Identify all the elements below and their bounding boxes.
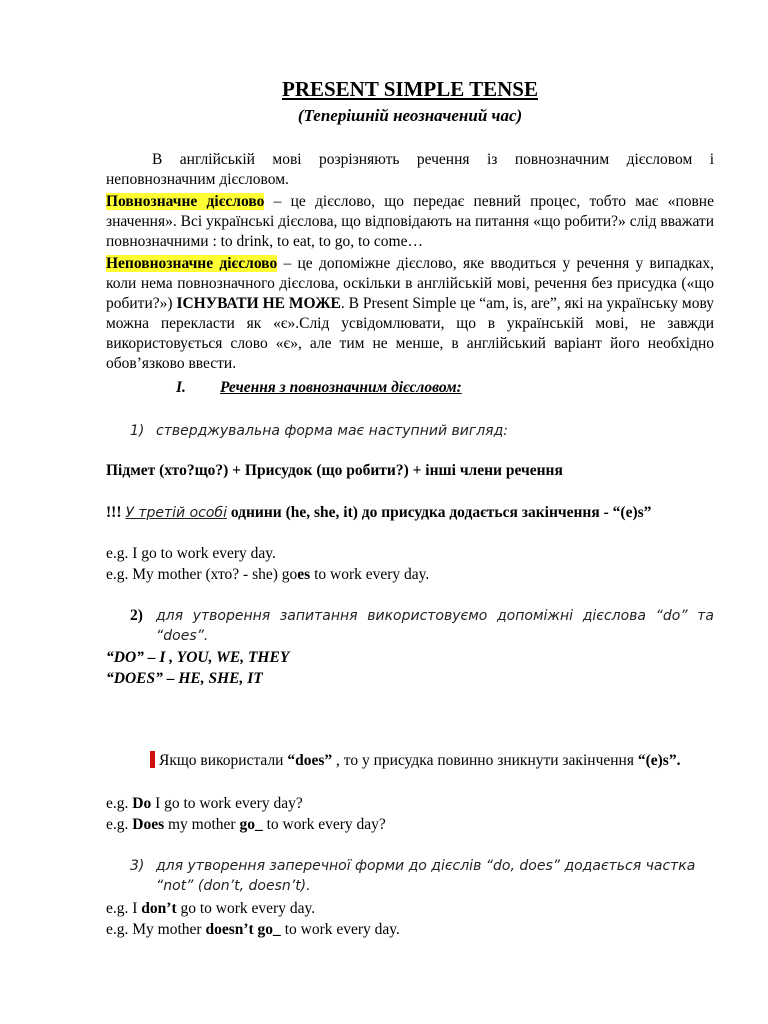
- note-rest: однини (he, she, it) до присудка додається закінчення - “(e)s”: [226, 504, 652, 521]
- third-person-note: [106, 503, 714, 523]
- does-pronouns: “DOES” – HE, SHE, IT: [106, 670, 263, 687]
- example-6-rest: to work every day.: [280, 921, 400, 938]
- rule-part-c: , то у присудка повинно зникнути закінчення: [332, 752, 638, 769]
- example-6-negation: doesn’t go_: [205, 921, 281, 938]
- example-5-rest: go to work every day.: [176, 900, 316, 917]
- full-verb-definition: [106, 192, 714, 252]
- note-italic: У третій особі: [125, 505, 227, 521]
- example-5-prefix: e.g. I: [106, 900, 142, 917]
- list-item-2: [106, 606, 714, 646]
- intro-paragraph: В англійській мові розрізняють речення із повнозначним дієсловом і неповнозначним дієсловом.: [106, 151, 714, 188]
- example-3: [106, 794, 714, 814]
- example-1: e.g. I go to work every day.: [106, 545, 276, 562]
- full-verb-text: – це дієслово, що передає певний процес, тобто має «повне значення». Всі українські дієслова, що відповідають на питання «що робити?» слід вважати повнозначними : to drink, to eat, to go, to come…: [106, 193, 714, 250]
- aux-verb-definition: [106, 254, 714, 374]
- does-rule: [106, 751, 714, 771]
- example-2-part-c: to work every day.: [310, 566, 430, 583]
- example-5-negation: don’t: [141, 900, 177, 917]
- example-4-rest: to work every day?: [262, 816, 386, 833]
- example-4-verb: go_: [239, 816, 263, 833]
- example-2: [106, 565, 714, 585]
- list-item-1: [106, 421, 714, 441]
- list-item-3: [106, 856, 714, 896]
- list-item-1-number: 1): [130, 423, 145, 439]
- list-item-1-text: стверджувальна форма має наступний вигляд:: [156, 423, 508, 439]
- list-item-3-text: для утворення заперечної форми до дієслів “do, does” додається частка “not” (don’t, doesn’t).: [156, 858, 696, 894]
- list-item-2-number: 2): [130, 607, 143, 624]
- rule-part-a: Якщо використали: [159, 752, 288, 769]
- warning-marker: [150, 751, 155, 768]
- example-6: [106, 920, 714, 940]
- rule-does: “does”: [287, 752, 333, 769]
- aux-verb-term: Неповнозначне дієслово: [106, 255, 278, 272]
- sentence-formula: Підмет (хто?що?) + Присудок (що робити?) + інші члени речення: [106, 462, 563, 479]
- aux-verb-text-2: . В Present Simple це “am, is, are”, які на українську мову можна перекласти як «є».Слід усвідомлювати, що в українській мові, не завжди використовується слово «є», але тим не менше, в англійський варіант його необхідно обов’язково ввести.: [106, 295, 715, 372]
- example-2-part-a: e.g. My mother (хто? - she) go: [106, 566, 298, 583]
- list-item-2-text: для утворення запитання використовуємо допоміжні дієслова “do” та “does”.: [156, 608, 714, 644]
- page-subtitle: (Теперішній неозначений час): [297, 106, 523, 125]
- section-heading: [106, 378, 714, 398]
- example-4-aux: Does: [132, 816, 165, 833]
- full-verb-term: Повнозначне дієслово: [106, 193, 265, 210]
- example-3-prefix: e.g.: [106, 795, 133, 812]
- example-4: [106, 815, 714, 835]
- section-label: Речення з повнозначним дієсловом:: [220, 379, 462, 396]
- example-4-subject: my mother: [164, 816, 240, 833]
- example-6-prefix: e.g. My mother: [106, 921, 206, 938]
- do-pronouns: “DO” – I , YOU, WE, THEY: [106, 649, 290, 666]
- list-item-3-number: 3): [130, 858, 145, 874]
- page-title: PRESENT SIMPLE TENSE: [282, 77, 538, 101]
- example-3-aux: Do: [132, 795, 152, 812]
- example-4-prefix: e.g.: [106, 816, 133, 833]
- example-2-ending: es: [297, 566, 311, 583]
- aux-verb-bold: ІСНУВАТИ НЕ МОЖЕ: [176, 295, 341, 312]
- example-3-rest: I go to work every day?: [151, 795, 303, 812]
- section-number: I.: [176, 379, 186, 396]
- aux-verb-text-1: – це допоміжне дієслово, яке вводиться у речення у випадках, коли нема повнозначного дієслова, оскільки в англійській мові, речення без присудка («що робити?»): [106, 255, 714, 312]
- example-5: [106, 899, 714, 919]
- rule-ending: “(e)s”.: [637, 752, 681, 769]
- note-marks: !!!: [106, 504, 122, 521]
